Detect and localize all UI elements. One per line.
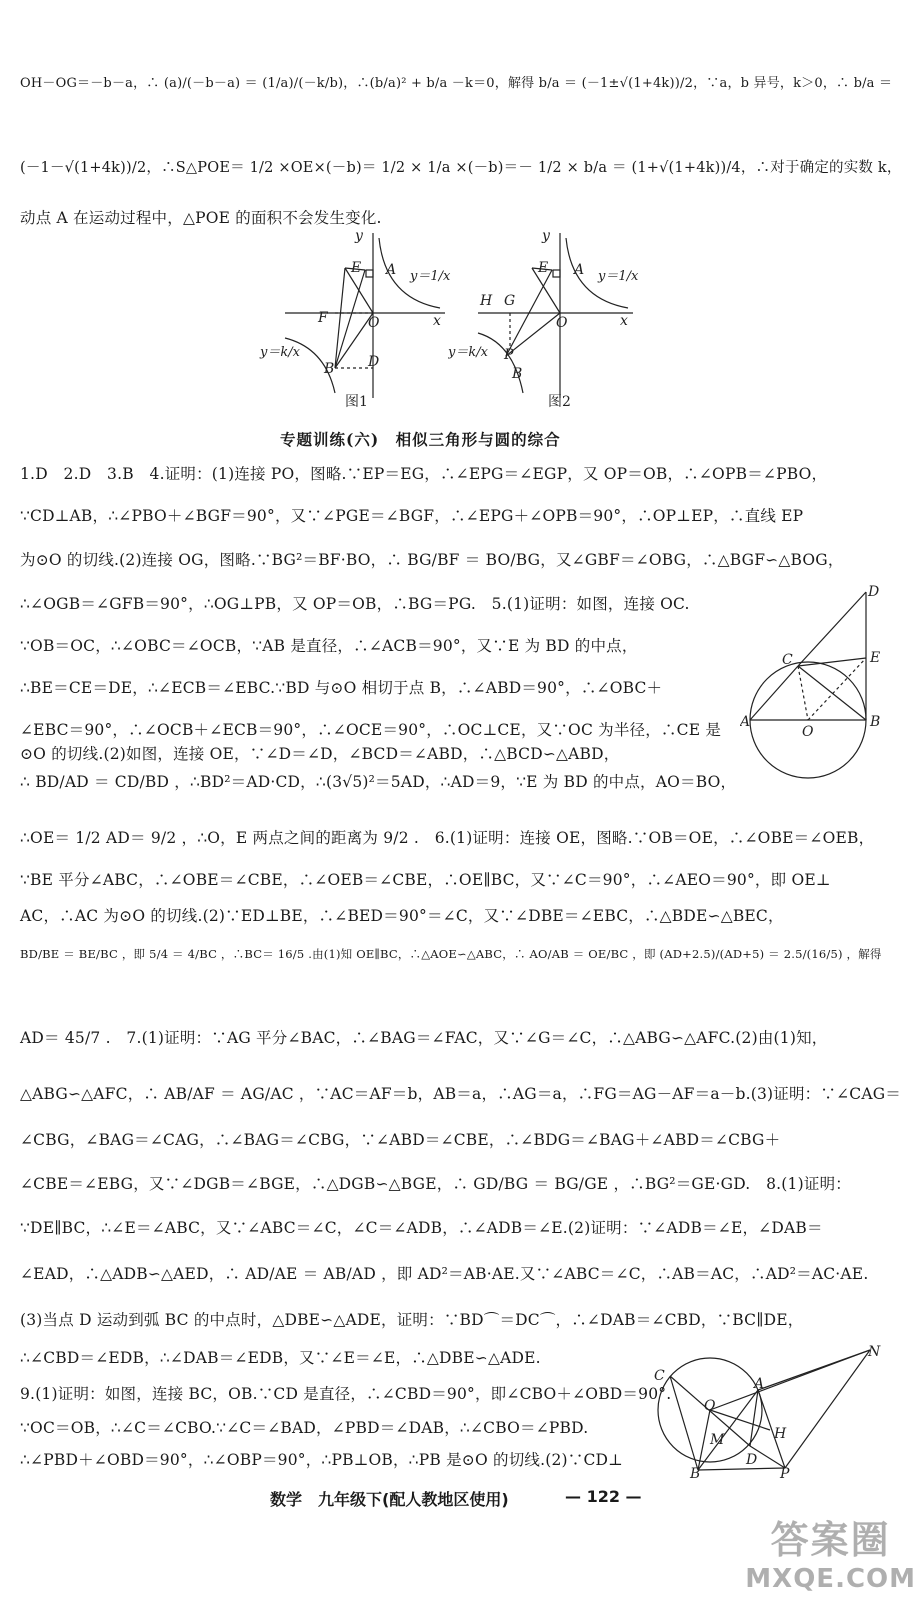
text-line: ∴∠OGB＝∠GFB＝90°，∴OG⊥PB，又 OP＝OB，∴BG＝PG. 5.(1)证明：如图，连接 OC. bbox=[20, 595, 690, 613]
curve-label: y＝k/x bbox=[260, 345, 300, 360]
text-line: 1.D 2.D 3.B 4.证明：(1)连接 PO，图略.∵EP＝EG，∴∠EPG＝∠EGP，又 OP＝OB，∴∠OPB＝∠PBO， bbox=[20, 465, 828, 483]
point-label: D bbox=[868, 584, 880, 600]
text-line: ∠CBG，∠BAG＝∠CAG，∴∠BAG＝∠CBG，∵∠ABD＝∠CBE，∴∠BDG＝∠BAG＋∠ABD＝∠CBG＋ bbox=[20, 1131, 781, 1149]
text-line: △ABG∽△AFC，∴ AB/AF ＝ AG/AC ，∵AC＝AF＝b，AB＝a，∴AG＝a，∴FG＝AG－AF＝a－b.(3)证明：∵∠CAG＝ bbox=[20, 1085, 901, 1103]
footer-subject: 数学 九年级下(配人教地区使用) bbox=[270, 1490, 509, 1509]
text-line: ∵OB＝OC，∴∠OBC＝∠OCB，∵AB 是直径，∴∠ACB＝90°，又∵E 为 BD 的中点， bbox=[20, 637, 638, 655]
text-line: 为⊙O 的切线.(2)连接 OG，图略.∵BG²＝BF·BO，∴ BG/BF ＝ BO/BG，又∠GBF＝∠OBG，∴△BGF∽△BOG， bbox=[20, 551, 844, 569]
text-line: 9.(1)证明：如图，连接 BC，OB.∵CD 是直径，∴∠CBD＝90°，即∠CBO＋∠OBD＝90°. bbox=[20, 1385, 672, 1403]
text-line: AC，∴AC 为⊙O 的切线.(2)∵ED⊥BE，∴∠BED＝90°＝∠C，又∵∠DBE＝∠EBC，∴△BDE∽△BEC， bbox=[20, 907, 784, 925]
point-label: G bbox=[504, 293, 516, 309]
axis-x-label: x bbox=[620, 313, 628, 329]
text-line: ∵OC＝OB，∴∠C＝∠CBO.∵∠C＝∠BAD，∠PBD＝∠DAB，∴∠CBO＝∠PBD. bbox=[20, 1419, 589, 1437]
text-line: AD＝ 45/7 . 7.(1)证明：∵AG 平分∠BAC，∴∠BAG＝∠FAC，又∵∠G＝∠C，∴△ABG∽△AFC.(2)由(1)知， bbox=[20, 1029, 828, 1047]
text-line: 动点 A 在运动过程中，△POE 的面积不会发生变化. bbox=[20, 209, 382, 227]
text-line: ∵DE∥BC，∴∠E＝∠ABC，又∵∠ABC＝∠C，∠C＝∠ADB，∴∠ADB＝∠E.(2)证明：∵∠ADB＝∠E，∠DAB＝ bbox=[20, 1219, 823, 1237]
point-label: P bbox=[504, 347, 514, 363]
section-heading: 专题训练(六) 相似三角形与圆的综合 bbox=[280, 430, 561, 449]
axis-x-label: x bbox=[433, 313, 441, 329]
point-label: E bbox=[538, 260, 549, 276]
text-line: ∴ BD/AD ＝ CD/BD ，∴BD²＝AD·CD，∴(3√5)²＝5AD，∴AD＝9，∵E 为 BD 的中点，AO＝BO， bbox=[20, 773, 737, 791]
text-line: ∵BE 平分∠ABC，∴∠OBE＝∠CBE，∴∠OEB＝∠CBE，∴OE∥BC，又∵∠C＝90°，∴∠AEO＝90°，即 OE⊥ bbox=[20, 871, 831, 889]
point-label: D bbox=[368, 354, 380, 370]
figure-caption: 图1 bbox=[345, 394, 368, 408]
point-label: O bbox=[802, 724, 814, 740]
text-line: (3)当点 D 运动到弧 BC 的中点时，△DBE∽△ADE，证明：∵BD⌒＝DC⌒，∴∠DAB＝∠CBD，∵BC∥DE， bbox=[20, 1311, 804, 1329]
text-line: ∠EBC＝90°，∴∠OCB＋∠ECB＝90°，∴∠OCE＝90°，∴OC⊥CE，又∵OC 为半径，∴CE 是 bbox=[20, 721, 722, 739]
point-label: B bbox=[512, 366, 523, 382]
point-label: A bbox=[754, 1376, 765, 1392]
curve-label: y＝k/x bbox=[448, 345, 488, 360]
figure-hyperbola-1 bbox=[255, 228, 455, 408]
text-line: ∠CBE＝∠EBG，又∵∠DGB＝∠BGE，∴△DGB∽△BGE，∴ GD/BG ＝ BG/GE ，∴BG²＝GE·GD. 8.(1)证明： bbox=[20, 1175, 851, 1193]
axis-y-label: y bbox=[355, 228, 363, 244]
figure-circle-9 bbox=[650, 1340, 890, 1480]
point-label: B bbox=[690, 1466, 701, 1480]
text-line: ∴OE＝ 1/2 AD＝ 9/2 ，∴O，E 两点之间的距离为 9/2 . 6.(1)证明：连接 OE，图略.∵OB＝OE，∴∠OBE＝∠OEB， bbox=[20, 829, 875, 847]
curve-label: y＝1/x bbox=[598, 269, 639, 284]
point-label: A bbox=[740, 714, 751, 730]
text-line: ∴∠PBD＋∠OBD＝90°，∴∠OBP＝90°，∴PB⊥OB，∴PB 是⊙O 的切线.(2)∵CD⊥ bbox=[20, 1451, 623, 1469]
point-label: D bbox=[746, 1452, 758, 1468]
axis-y-label: y bbox=[542, 228, 550, 244]
curve-label: y＝1/x bbox=[410, 269, 451, 284]
point-label: E bbox=[870, 650, 881, 666]
point-label: A bbox=[574, 262, 585, 278]
point-label: E bbox=[351, 260, 362, 276]
point-label: C bbox=[654, 1368, 665, 1384]
watermark bbox=[745, 1509, 916, 1594]
point-label: O bbox=[704, 1398, 716, 1414]
text-line: ∴∠CBD＝∠EDB，∴∠DAB＝∠EDB，又∵∠E＝∠E，∴△DBE∽△ADE. bbox=[20, 1349, 541, 1367]
text-line: ∵CD⊥AB，∴∠PBO＋∠BGF＝90°，又∵∠PGE＝∠BGF，∴∠EPG＋∠OPB＝90°，∴OP⊥EP，∴直线 EP bbox=[20, 507, 804, 525]
point-label: H bbox=[480, 293, 493, 309]
point-label: P bbox=[780, 1466, 790, 1480]
point-label: B bbox=[324, 361, 335, 377]
text-line: OH－OG＝－b－a，∴ (a)/(－b－a) ＝ (1/a)/(－k/b)，∴(b/a)² + b/a －k＝0，解得 b/a ＝ (－1±√(1+4k))/2，∵a，b 异号，k＞0，∴ b/a ＝ bbox=[20, 76, 893, 91]
text-line: ∴BE＝CE＝DE，∴∠ECB＝∠EBC.∵BD 与⊙O 相切于点 B，∴∠ABD＝90°，∴∠OBC＋ bbox=[20, 679, 663, 697]
watermark-text: 答案圈 bbox=[770, 1518, 891, 1562]
page-number: — 122 — bbox=[565, 1487, 642, 1506]
text-line: ⊙O 的切线.(2)如图，连接 OE，∵∠D＝∠D，∠BCD＝∠ABD，∴△BCD∽△ABD， bbox=[20, 745, 620, 763]
point-label: B bbox=[870, 714, 881, 730]
figure-circle-5 bbox=[740, 580, 900, 780]
point-label: A bbox=[386, 262, 397, 278]
point-label: C bbox=[782, 652, 793, 668]
text-line: (－1－√(1+4k))/2，∴S△POE＝ 1/2 ×OE×(－b)＝ 1/2 × 1/a ×(－b)＝－ 1/2 × b/a ＝ (1+√(1+4k))/4，∴对于确定的实数 k， bbox=[20, 160, 902, 176]
figure-hyperbola-2 bbox=[448, 228, 648, 408]
point-label: O bbox=[556, 315, 568, 331]
text-line: BD/BE ＝ BE/BC ，即 5/4 ＝ 4/BC ，∴BC＝ 16/5 .由(1)知 OE∥BC，∴△AOE∽△ABC，∴ AO/AB ＝ OE/BC ，即 (AD+2.5)/(AD+5) ＝ 2.5/(16/5) ，解得 bbox=[20, 947, 882, 961]
figure-caption: 图2 bbox=[548, 394, 571, 408]
point-label: H bbox=[774, 1426, 787, 1442]
point-label: F bbox=[318, 310, 328, 326]
point-label: N bbox=[868, 1344, 881, 1360]
text-line: ∠EAD，∴△ADB∽△AED，∴ AD/AE ＝ AB/AD ，即 AD²＝AB·AE.又∵∠ABC＝∠C，∴AB＝AC，∴AD²＝AC·AE. bbox=[20, 1265, 869, 1283]
watermark-url: MXQE.COM bbox=[745, 1564, 916, 1594]
point-label: O bbox=[368, 315, 380, 331]
point-label: M bbox=[710, 1432, 725, 1448]
